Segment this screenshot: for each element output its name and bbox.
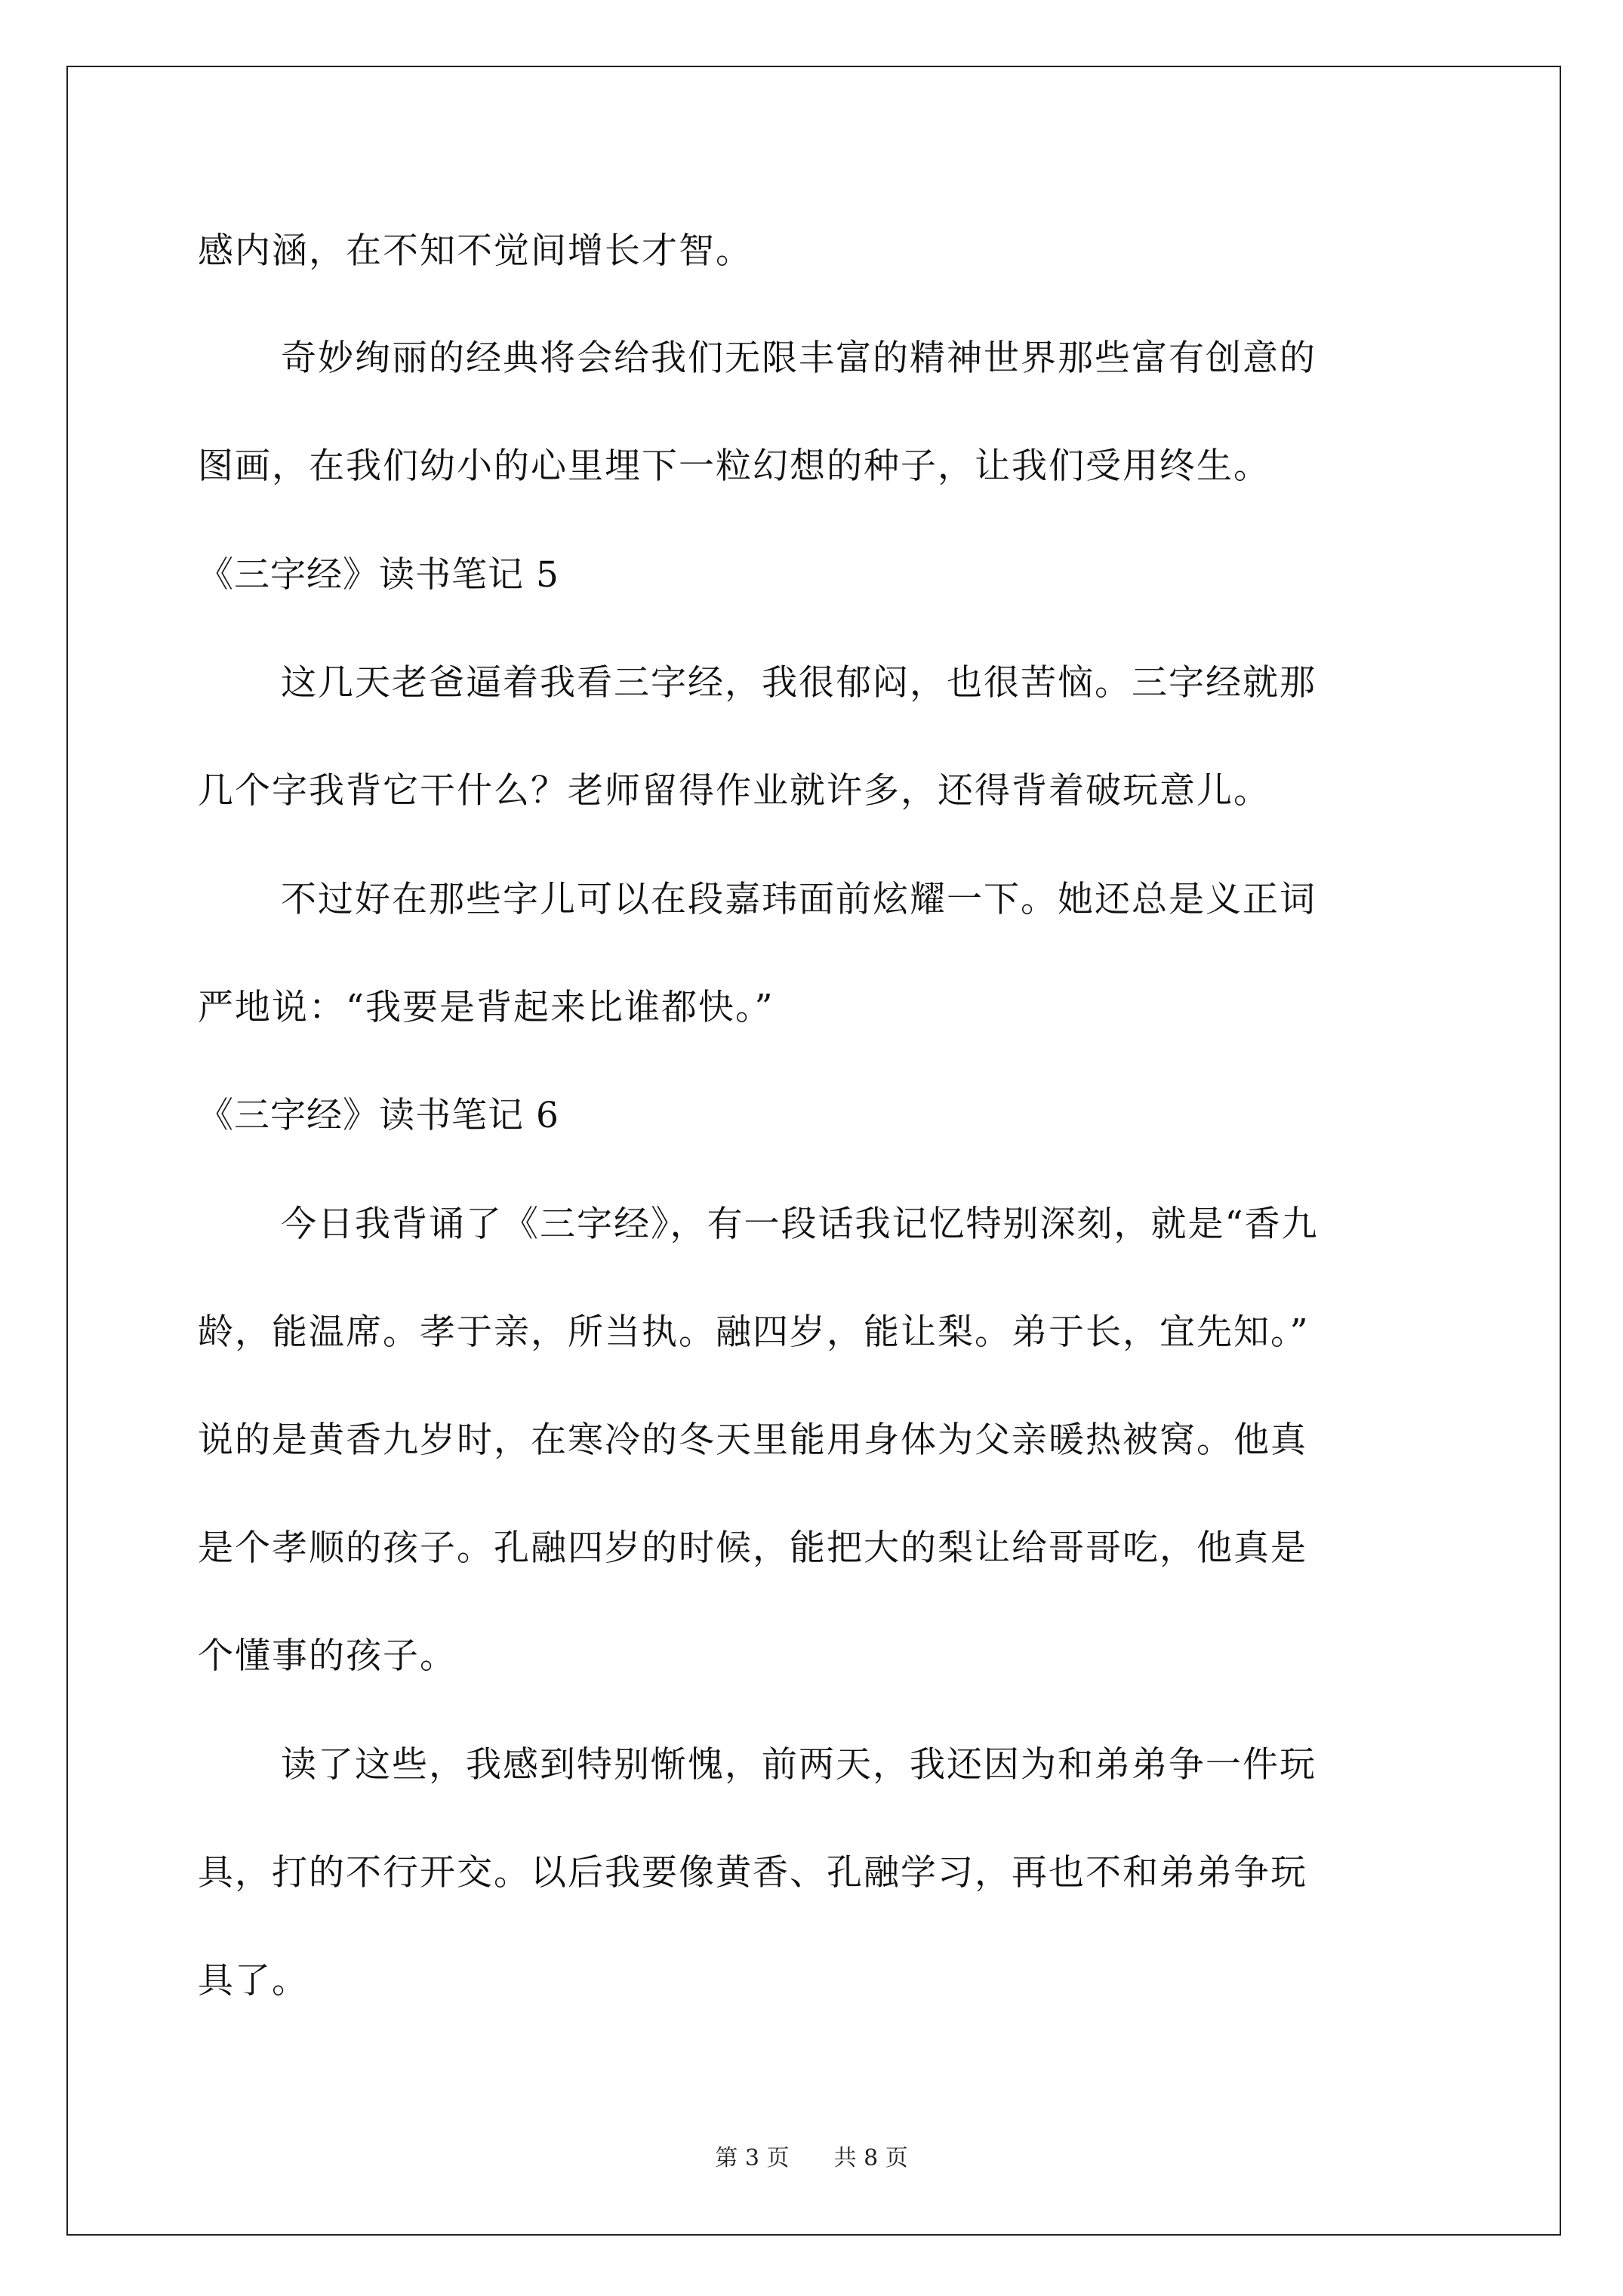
page-footer (0, 2143, 1623, 2174)
text-line: 这几天老爸逼着我看三字经，我很郁闷，也很苦恼。三字经就那 (281, 662, 1317, 704)
text-line: 图画，在我们幼小的心里埋下一粒幻想的种子，让我们受用终生。 (198, 445, 1270, 487)
section-heading: 《三字经》读书笔记 6 (198, 1095, 559, 1136)
text-line: 几个字我背它干什么？老师留得作业就许多，还得背着破玩意儿。 (198, 770, 1270, 812)
text-line: 奇妙绚丽的经典将会给我们无限丰富的精神世界那些富有创意的 (281, 337, 1317, 379)
text-line: 具，打的不行开交。以后我要像黄香、孔融学习，再也不和弟弟争玩 (198, 1852, 1307, 1894)
page-border (66, 66, 1561, 2236)
text-line: 说的是黄香九岁时，在寒冷的冬天里能用身体为父亲暖热被窝。他真 (198, 1419, 1307, 1461)
text-line: 个懂事的孩子。 (198, 1635, 457, 1677)
text-line: 不过好在那些字儿可以在段嘉玮面前炫耀一下。她还总是义正词 (281, 879, 1317, 920)
text-line: 具了。 (198, 1960, 309, 2002)
page-total: 共 8 页 (833, 2145, 908, 2171)
text-line: 是个孝顺的孩子。孔融四岁的时候，能把大的梨让给哥哥吃，他真是 (198, 1527, 1307, 1569)
text-line: 严地说：“我要是背起来比谁都快。” (198, 987, 775, 1028)
text-line: 龄，能温席。孝于亲，所当执。融四岁，能让梨。弟于长，宜先知。” (198, 1311, 1310, 1353)
page-number: 第 3 页 (715, 2145, 790, 2171)
text-line: 读了这些，我感到特别惭愧，前两天，我还因为和弟弟争一件玩 (281, 1744, 1317, 1786)
text-line: 感内涵，在不知不觉间增长才智。 (198, 230, 753, 272)
section-heading: 《三字经》读书笔记 5 (198, 554, 559, 596)
text-line: 今日我背诵了《三字经》，有一段话我记忆特别深刻，就是“香九 (281, 1203, 1319, 1245)
